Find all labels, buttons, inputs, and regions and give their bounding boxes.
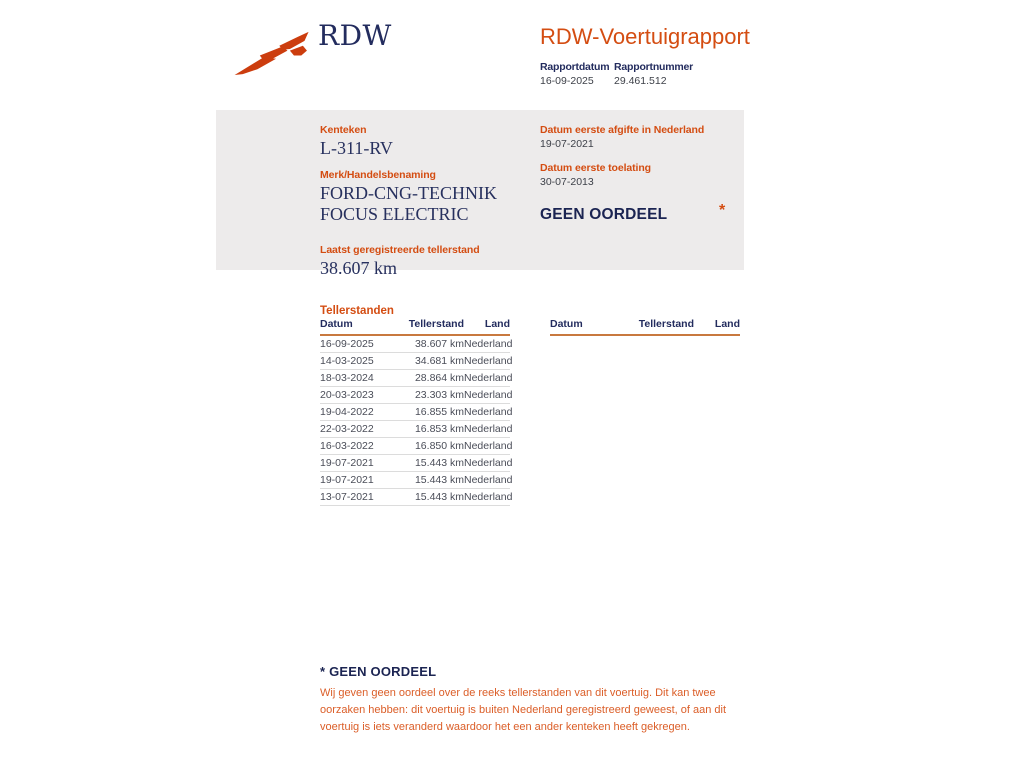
table-row: [320, 455, 510, 472]
table-row: [320, 370, 510, 387]
verdict-text: GEEN OORDEEL: [540, 206, 668, 223]
column-header-land: Land: [464, 317, 510, 335]
table-cell: Nederland: [464, 370, 510, 387]
kenteken-label: Kenteken: [320, 124, 367, 136]
report-number-label: Rapportnummer: [614, 61, 694, 73]
table-cell: 19-07-2021: [320, 472, 392, 489]
table-cell: 20-03-2023: [320, 387, 392, 404]
footnote-title: * GEEN OORDEEL: [320, 664, 437, 679]
column-header-tellerstand: Tellerstand: [392, 317, 464, 335]
afgifte-date: 19-07-2021: [540, 138, 594, 150]
table-cell: Nederland: [464, 421, 510, 438]
table-cell: 15.443 km: [392, 489, 464, 506]
table-cell: Nederland: [464, 404, 510, 421]
rdw-wordmark: RDW: [318, 19, 392, 52]
vehicle-summary-right-column: [540, 124, 740, 224]
table-cell: 34.681 km: [392, 353, 464, 370]
table-cell: 15.443 km: [392, 472, 464, 489]
table-cell: 23.303 km: [392, 387, 464, 404]
rdw-feather-logo-icon: [233, 28, 311, 78]
table-row: [320, 438, 510, 455]
merk-value-line1: FORD-CNG-TECHNIK: [320, 183, 497, 203]
table-cell: 14-03-2025: [320, 353, 392, 370]
table-cell: Nederland: [464, 472, 510, 489]
table-row: [320, 489, 510, 506]
page-title: RDW-Voertuigrapport: [540, 24, 750, 49]
table-cell: Nederland: [464, 438, 510, 455]
table-row: [320, 472, 510, 489]
table-row: [320, 387, 510, 404]
merk-label: Merk/Handelsbenaming: [320, 169, 436, 181]
footnote-text: Wij geven geen oordeel over de reeks tellerstanden van dit voertuig. Dit kan twee oorzaken hebben: dit voertuig is buiten Nederland geregistreerd geweest, of aan dit voertuig is iets veranderd waardoor het een ander kenteken heeft gekregen.: [320, 687, 727, 733]
table-row: [320, 353, 510, 370]
afgifte-label: Datum eerste afgifte in Nederland: [540, 124, 705, 136]
tellerstand-value: 38.607 km: [320, 258, 398, 278]
table-cell: Nederland: [464, 489, 510, 506]
table-header-row: [320, 317, 510, 335]
tellerstand-label: Laatst geregistreerde tellerstand: [320, 244, 480, 256]
footnote: [320, 664, 756, 736]
report-date-value: 16-09-2025: [540, 75, 594, 87]
toelating-date: 30-07-2013: [540, 176, 594, 188]
table-cell: 38.607 km: [392, 335, 464, 353]
table-cell: 16-09-2025: [320, 335, 392, 353]
column-header-land: Land: [694, 317, 740, 335]
report-date-label: Rapportdatum: [540, 61, 610, 73]
table-row: [320, 404, 510, 421]
toelating-label: Datum eerste toelating: [540, 162, 651, 174]
table-cell: 16-03-2022: [320, 438, 392, 455]
report-number-value: 29.461.512: [614, 75, 667, 87]
table-cell: Nederland: [464, 387, 510, 404]
column-header-datum: Datum: [550, 317, 622, 335]
kenteken-value: L-311-RV: [320, 138, 393, 158]
table-cell: 28.864 km: [392, 370, 464, 387]
verdict-asterisk: *: [719, 202, 726, 219]
table-cell: 19-07-2021: [320, 455, 392, 472]
table-cell: 15.443 km: [392, 455, 464, 472]
table-cell: Nederland: [464, 353, 510, 370]
tellerstanden-section-title: Tellerstanden: [320, 305, 394, 317]
table-cell: 16.855 km: [392, 404, 464, 421]
tellerstanden-table-left: [320, 317, 513, 506]
table-cell: Nederland: [464, 455, 510, 472]
merk-value-line2: FOCUS ELECTRIC: [320, 204, 469, 224]
vehicle-summary-panel: [216, 110, 744, 278]
table-cell: 18-03-2024: [320, 370, 392, 387]
table-cell: 16.853 km: [392, 421, 464, 438]
table-cell: 16.850 km: [392, 438, 464, 455]
tellerstanden-table-right: [550, 317, 740, 336]
column-header-tellerstand: Tellerstand: [622, 317, 694, 335]
vehicle-summary-left-column: [320, 124, 530, 279]
table-cell: 13-07-2021: [320, 489, 392, 506]
table-row: [320, 335, 510, 353]
table-cell: 22-03-2022: [320, 421, 392, 438]
table-row: [320, 421, 510, 438]
column-header-datum: Datum: [320, 317, 392, 335]
table-header-row: [550, 317, 740, 335]
table-cell: Nederland: [464, 335, 510, 353]
table-cell: 19-04-2022: [320, 404, 392, 421]
